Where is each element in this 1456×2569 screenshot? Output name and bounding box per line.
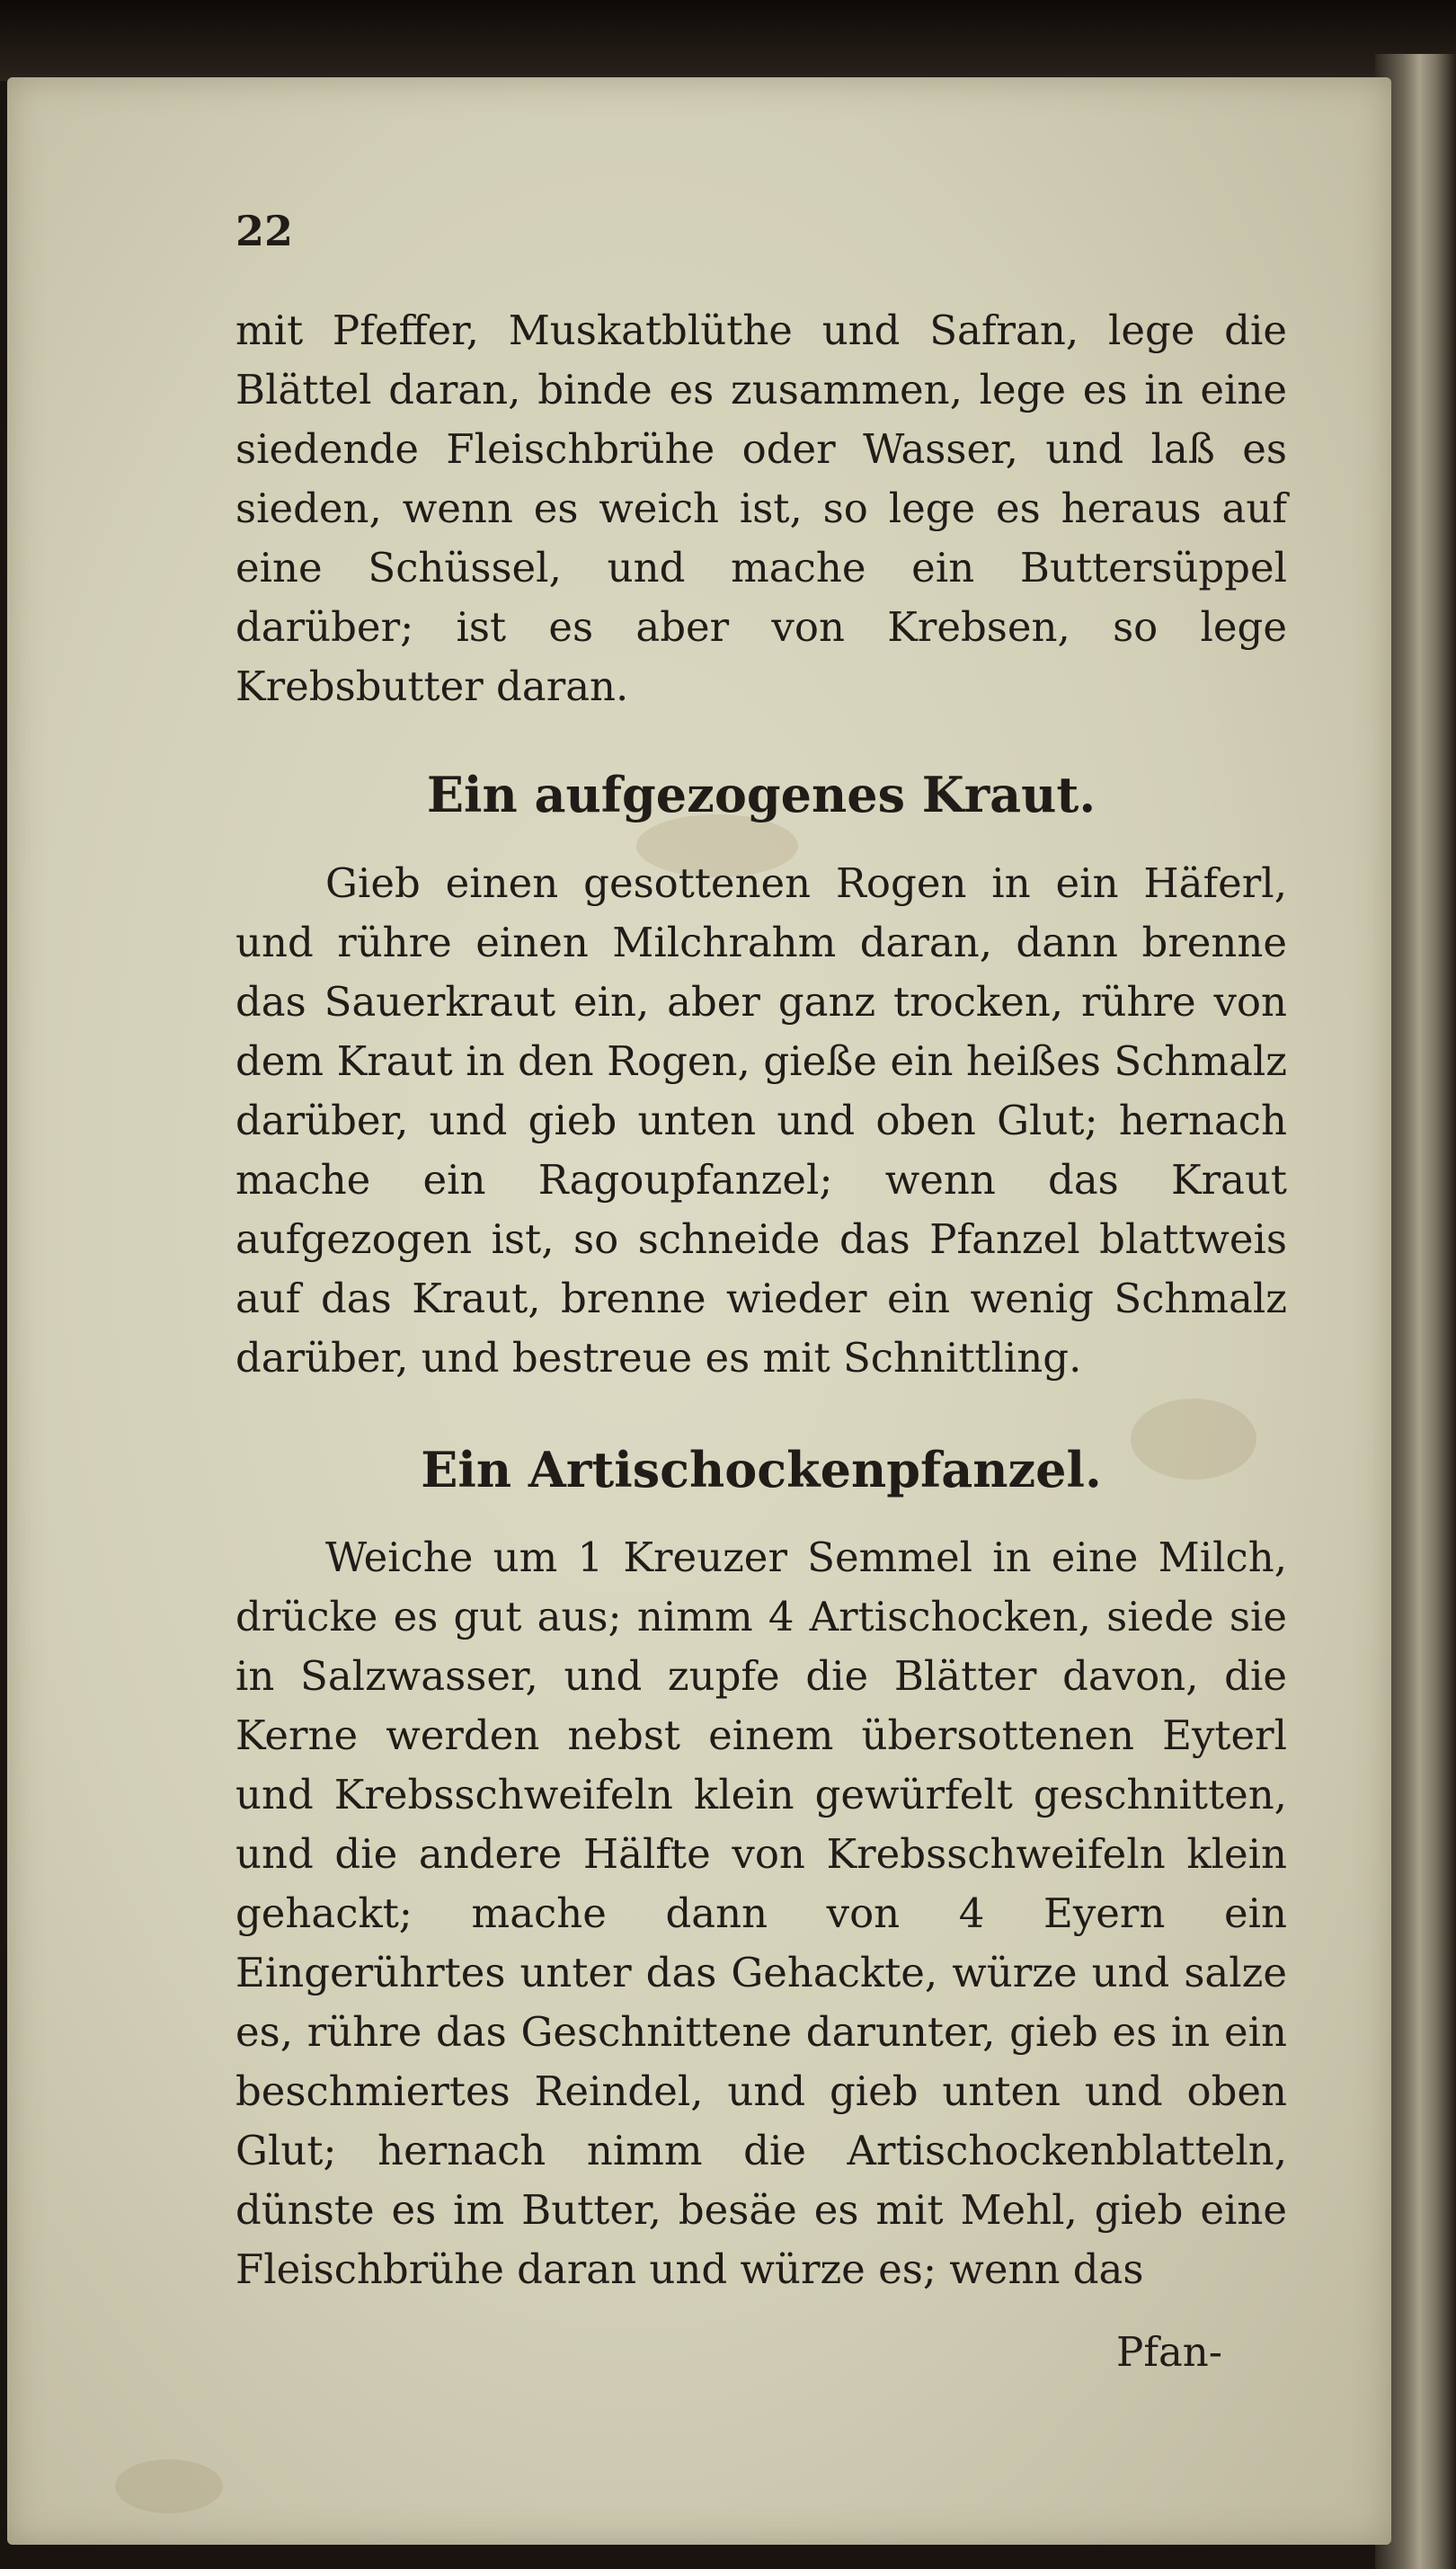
binding-shadow	[0, 0, 1456, 81]
paragraph-aufgezogenes-kraut: Gieb einen gesottenen Rogen in ein Häferl, und rühre einen Milchrahm daran, dann brenne das Sauerkraut ein, aber ganz trocken, rühre von dem Kraut in den Rogen, gieße ein heißes Schmalz darüber, und gieb unten und oben Glut; hernach mache ein Ragoupfanzel; wenn das Kraut aufgezogen ist, so schneide das Pfanzel blattweis auf das Kraut, brenne wieder ein wenig Schmalz darüber, und bestreue es mit Schnittling.	[235, 859, 1287, 1382]
recipe-heading-aufgezogenes-kraut: Ein aufgezogenes Kraut.	[426, 766, 1096, 823]
page-number: 22	[235, 207, 294, 255]
paragraph-intro: mit Pfeffer, Muskatblüthe und Safran, lege die Blättel daran, binde es zusammen, lege es in eine siedende Fleischbrühe oder Wasser, und laß es sieden, wenn es weich ist, so lege es heraus auf eine Schüssel, und mache ein Buttersüppel darüber; ist es aber von Krebsen, so lege Krebsbutter daran.	[235, 307, 1287, 710]
paragraph-artischockenpfanzel: Weiche um 1 Kreuzer Semmel in eine Milch, drücke es gut aus; nimm 4 Artischocken, siede sie in Salzwasser, und zupfe die Blätter davon, die Kerne werden nebst einem übersottenen Eyterl und Krebsschweifeln klein gewürfelt geschnitten, und die andere Hälfte von Krebsschweifeln klein gehackt; mache dann von 4 Eyern ein Eingerührtes unter das Gehackte, würze und salze es, rühre das Geschnittene darunter, gieb es in ein beschmiertes Reindel, und gieb unten und oben Glut; hernach nimm die Artischockenblatteln, dünste es im Butter, besäe es mit Mehl, gieb eine Fleischbrühe daran und würze es; wenn das	[235, 1533, 1287, 2293]
paper-stain	[115, 2459, 223, 2513]
recipe-heading-artischockenpfanzel: Ein Artischockenpfanzel.	[421, 1441, 1102, 1498]
catchword: Pfan-	[1116, 2328, 1222, 2376]
